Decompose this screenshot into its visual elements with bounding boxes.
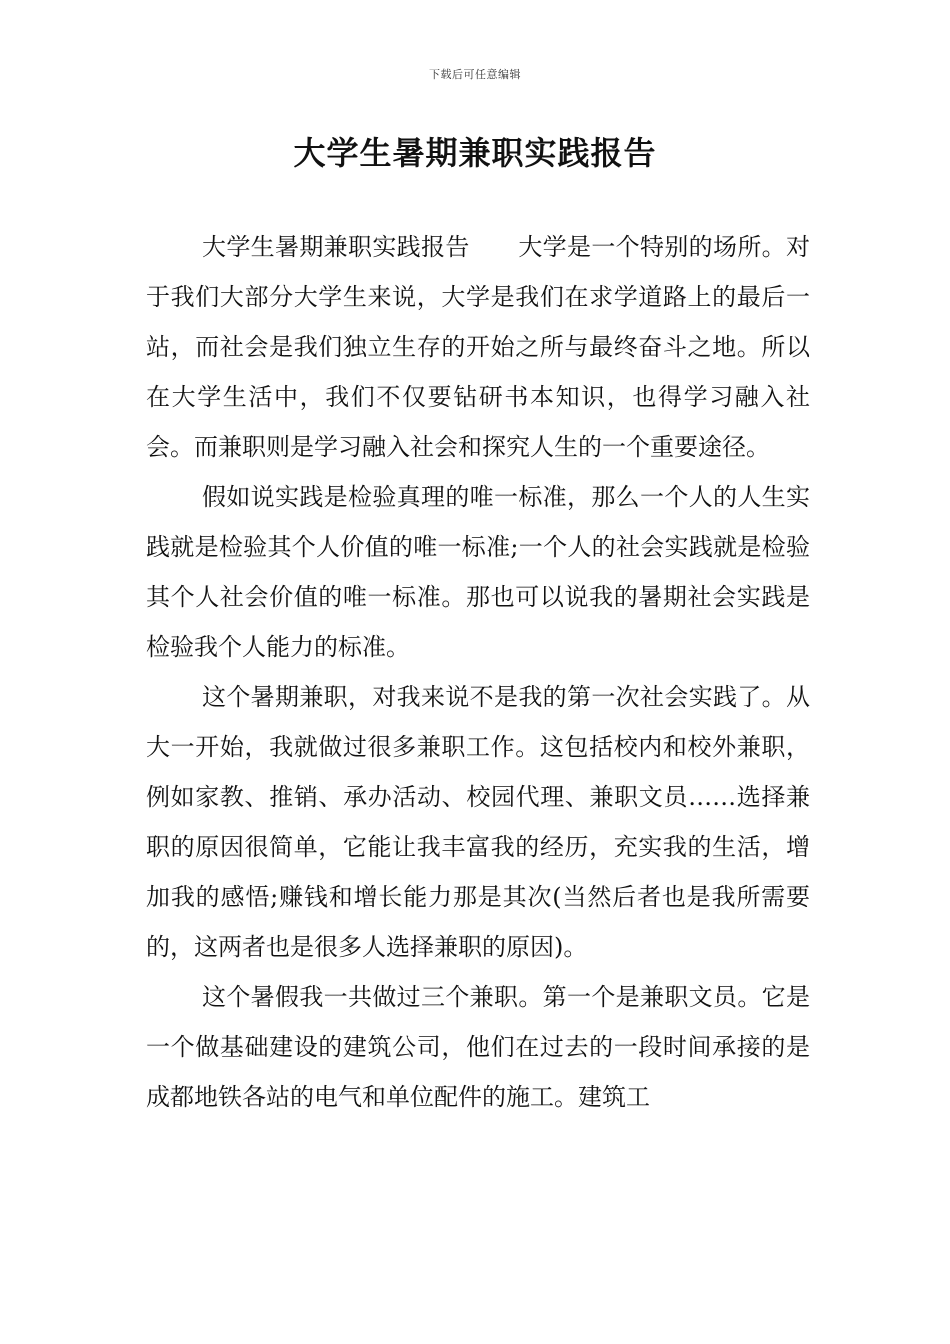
paragraph-4: 这个暑假我一共做过三个兼职。第一个是兼职文员。它是一个做基础建设的建筑公司，他们在过去的一段时间承接的是成都地铁各站的电气和单位配件的施工。建筑工 (146, 983, 810, 1111)
paragraph-2: 假如说实践是检验真理的唯一标准，那么一个人的人生实践就是检验其个人价值的唯一标准;一个人的社会实践就是检验其个人社会价值的唯一标准。那也可以说我的暑期社会实践是检验我个人能力的标准。 (146, 483, 810, 661)
header-note: 下载后可任意编辑 (429, 68, 521, 81)
paragraph-3: 这个暑期兼职，对我来说不是我的第一次社会实践了。从大一开始，我就做过很多兼职工作。这包括校内和校外兼职，例如家教、推销、承办活动、校园代理、兼职文员……选择兼职的原因很简单，它能让我丰富我的经历，充实我的生活，增加我的感悟;赚钱和增长能力那是其次(当然后者也是我所需要的，这两者也是很多人选择兼职的原因)。 (146, 683, 810, 961)
document-body (146, 222, 810, 1122)
paragraph-1: 大学生暑期兼职实践报告 大学是一个特别的场所。对于我们大部分大学生来说，大学是我们在求学道路上的最后一站，而社会是我们独立生存的开始之所与最终奋斗之地。所以在大学生活中，我们不仅要钻研书本知识，也得学习融入社会。而兼职则是学习融入社会和探究人生的一个重要途径。 (146, 233, 810, 461)
document-title: 大学生暑期兼职实践报告 (293, 134, 657, 172)
